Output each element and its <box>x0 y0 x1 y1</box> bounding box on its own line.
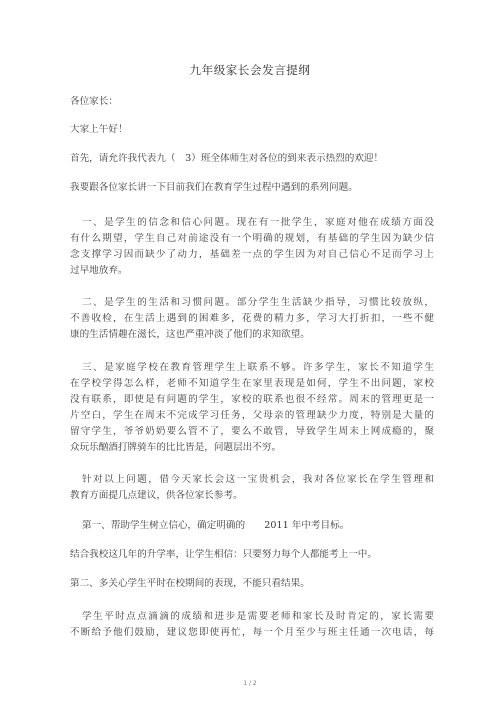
proposal-intro-line: 针对以上问题，借今天家长会这一宝贵机会，我对各位家长在学生管理和 <box>82 474 434 485</box>
issue3-line: 留守学生，爷爷奶奶要么管不了，要么不敢管，导致学生周末上网成瘾的，聚 <box>70 426 434 437</box>
page-number: 1 / 2 <box>243 680 257 687</box>
issue1-line: 有什么期望，学生自己对前途没有一个明确的规划，有基础的学生因为缺少信 <box>70 233 434 244</box>
issue3-line: 众玩乐酗酒打牌骑车的比比皆是，问题层出不穷。 <box>70 442 282 453</box>
welcome-line: 首先，请允许我代表九（ 3）班全体师生对各位的到来表示热烈的欢迎！ <box>70 153 384 164</box>
point2-body-line: 不断给予他们鼓励，建议您即使再忙，每一个月至少与班主任通一次电话，每 <box>70 627 434 638</box>
issue3-line: 没有联系，即使是有问题的学生，家校的联系也很不经常。周末的管理更是一 <box>70 394 434 405</box>
issue2-line: 不善收检，在生活上遇到的困难多，花费的精力多，学习大打折扣，一些不健 <box>70 313 434 324</box>
greeting: 各位家长： <box>70 96 118 107</box>
point2-body-line: 学生平时点点滴滴的成绩和进步是需要老师和家长及时肯定的，家长需要 <box>82 611 434 622</box>
issue3-line: 片空白，学生在周末不完成学习任务，父母亲的管理缺少力度，特别是大量的 <box>70 410 434 421</box>
issue3-line: 三、是家庭学校在教育管理学生上联系不够。许多学生，家长不知道学生 <box>82 362 434 373</box>
point2-line: 第二、多关心学生平时在校期间的表现，不能只看结果。 <box>70 578 310 589</box>
issue1-line: 过早地放弃。 <box>70 265 128 276</box>
intro-line: 我要跟各位家长讲一下目前我们在教育学生过程中遇到的系列问题。 <box>70 182 358 193</box>
document-title: 九年级家长会发言提纲 <box>189 63 311 77</box>
issue2-line: 二、是学生的生活和习惯问题。部分学生生活缺少指导，习惯比较放纵， <box>82 297 434 308</box>
hello-line: 大家上午好！ <box>70 124 128 135</box>
issue1-line: 一、是学生的信念和信心问题。现在有一批学生，家庭对他在成绩方面没 <box>82 217 434 228</box>
issue2-line: 康的生活情趣在滋长，这也严重冲淡了他们的求知欲望。 <box>70 329 310 340</box>
point1-note: 结合我校这几年的升学率，让学生相信：只要努力每个人都能考上一中。 <box>70 549 377 560</box>
point1-line: 第一、帮助学生树立信心，确定明确的 2011 年中考目标。 <box>82 520 350 531</box>
proposal-intro-line: 教育方面提几点建议，供各位家长参考。 <box>70 490 243 501</box>
issue1-line: 念支撑学习因而缺少了动力，基础差一点的学生因为对自己信心不足而学习上 <box>70 249 434 260</box>
issue3-line: 在学校学得怎么样，老师不知道学生在家里表现是如何，学生不出问题，家校 <box>70 378 434 389</box>
